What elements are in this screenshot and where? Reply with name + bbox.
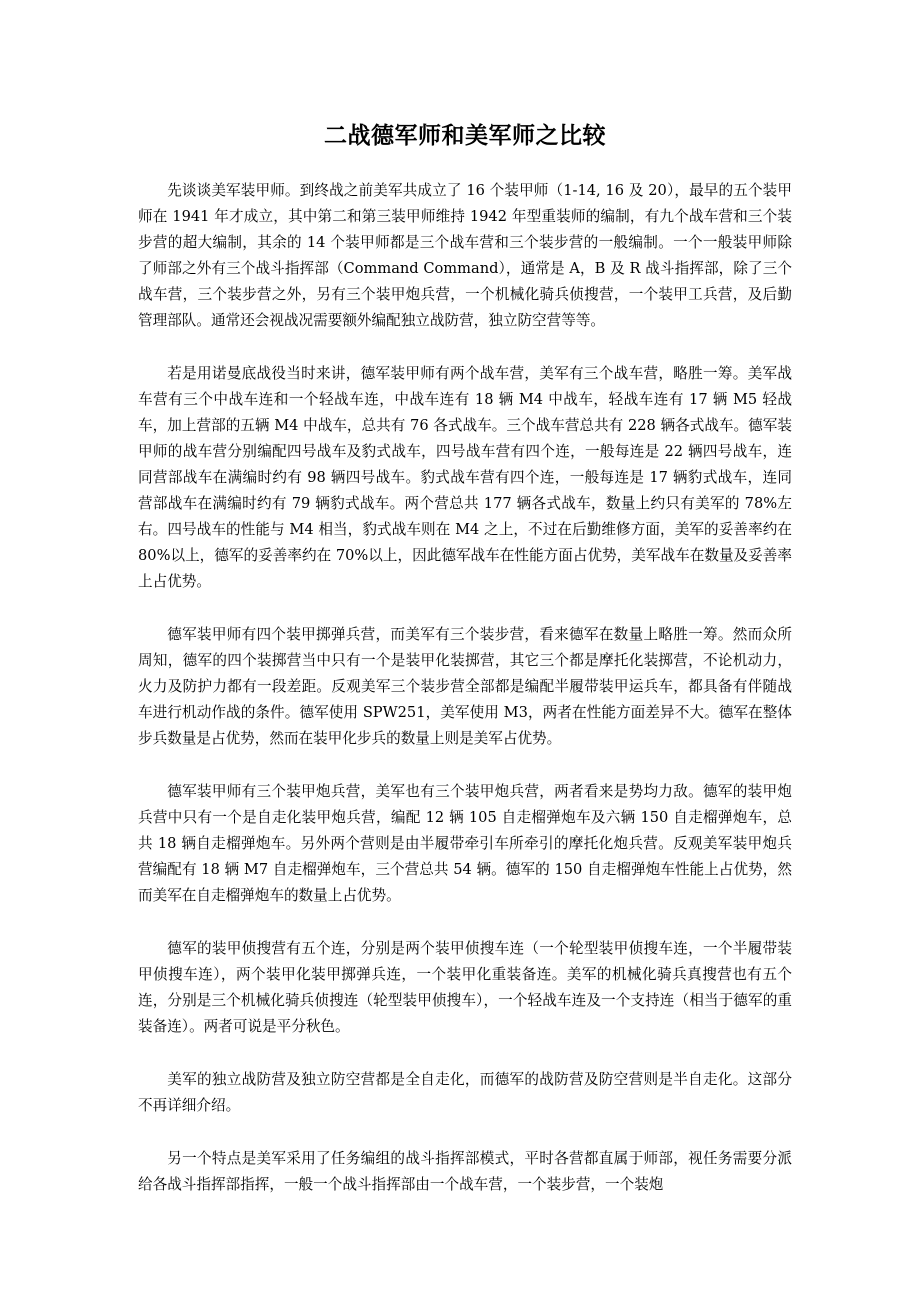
paragraph-combat-commands: 另一个特点是美军采用了任务编组的战斗指挥部模式，平时各营都直属于师部，视任务需要分派给各战斗指挥部指挥，一般一个战斗指挥部由一个战车营，一个装步营，一个装炮 — [138, 1150, 792, 1193]
paragraph-artillery-battalions: 德军装甲师有三个装甲炮兵营，美军也有三个装甲炮兵营，两者看来是势均力敌。德军的装甲炮兵营中只有一个是自走化装甲炮兵营，编配 12 辆 105 自走榴弹炮车及六辆 150 自走榴弹炮车，总共 18 辆自走榴弹炮车。另外两个营则是由半履带牵引车所牵引的摩托化炮兵营。反观美军装甲炮兵营编配有 18 辆 M7 自走榴弹炮车，三个营总共 54 辆。德军的 150 自走榴弹炮车性能上占优势，然而美军在自走榴弹炮车的数量上占优势。 — [138, 783, 792, 904]
paragraph-tank-battalions: 若是用诺曼底战役当时来讲，德军装甲师有两个战车营，美军有三个战车营，略胜一筹。美军战车营有三个中战车连和一个轻战车连，中战车连有 18 辆 M4 中战车，轻战车连有 17 辆 M5 轻战车，加上营部的五辆 M4 中战车，总共有 76 各式战车。三个战车营总共有 228 辆各式战车。德军装甲师的战车营分别编配四号战车及豹式战车，四号战车营有四个连，一般每连是 22 辆四号战车，连同营部战车在满编时约有 98 辆四号战车。豹式战车营有四个连，一般每连是 17 辆豹式战车，连同营部战车在满编时约有 79 辆豹式战车。两个营总共 177 辆各式战车，数量上约只有美军的 78%左右。四号战车的性能与 M4 相当，豹式战车则在 M4 之上，不过在后勤维修方面，美军的妥善率约在 80%以上，德军的妥善率约在 70%以上，因此德军战车在性能方面占优势，美军战车在数量及妥善率上占优势。 — [138, 365, 792, 590]
paragraph-us-armored-division: 先谈谈美军装甲师。到终战之前美军共成立了 16 个装甲师（1-14, 16 及 20），最早的五个装甲师在 1941 年才成立，其中第二和第三装甲师维持 1942 年型重装师的编制，有九个战车营和三个装步营的超大编制，其余的 14 个装甲师都是三个战车营和三个装步营的一般编制。一个一般装甲师除了师部之外有三个战斗指挥部（Command Command），通常是 A，B 及 R 战斗指挥部，除了三个战车营，三个装步营之外，另有三个装甲炮兵营，一个机械化骑兵侦搜营，一个装甲工兵营，及后勤管理部队。通常还会视战况需要额外编配独立战防营，独立防空营等等。 — [138, 182, 792, 329]
page-title: 二战德军师和美军师之比较 — [324, 122, 606, 149]
paragraph-infantry-battalions: 德军装甲师有四个装甲掷弹兵营，而美军有三个装步营，看来德军在数量上略胜一筹。然而众所周知，德军的四个装掷营当中只有一个是装甲化装掷营，其它三个都是摩托化装掷营，不论机动力，火力及防护力都有一段差距。反观美军三个装步营全部都是编配半履带装甲运兵车，都具备有伴随战车进行机动作战的条件。德军使用 SPW251，美军使用 M3，两者在性能方面差异不大。德军在整体步兵数量是占优势，然而在装甲化步兵的数量上则是美军占优势。 — [138, 626, 792, 747]
paragraph-antitank-antiaircraft: 美军的独立战防营及独立防空营都是全自走化，而德军的战防营及防空营则是半自走化。这部分不再详细介绍。 — [138, 1071, 792, 1114]
document-page — [138, 118, 792, 1225]
paragraph-reconnaissance-battalions: 德军的装甲侦搜营有五个连，分别是两个装甲侦搜车连（一个轮型装甲侦搜车连，一个半履带装甲侦搜车连），两个装甲化装甲掷弹兵连，一个装甲化重装备连。美军的机械化骑兵真搜营也有五个连，分别是三个机械化骑兵侦搜连（轮型装甲侦搜车），一个轻战车连及一个支持连（相当于德军的重装备连）。两者可说是平分秋色。 — [138, 940, 792, 1035]
